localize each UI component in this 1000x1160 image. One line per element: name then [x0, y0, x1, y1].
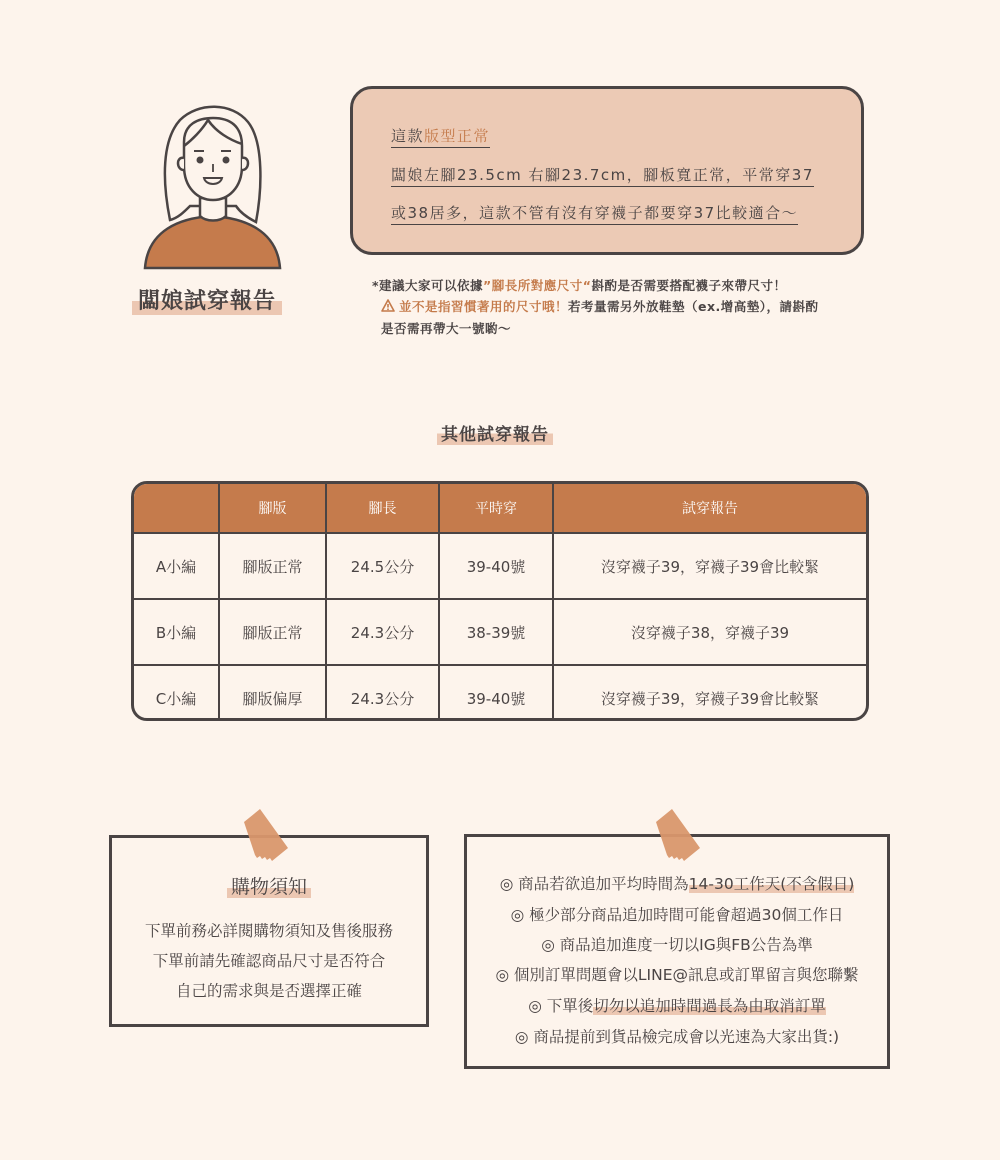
note-insole-text: 若考量需另外放鞋墊（ex.增高墊），請斟酌 — [568, 299, 819, 314]
speech-line-1 — [391, 125, 490, 148]
shipping-notice-line-5 — [467, 994, 887, 1016]
table-cell: 腳版偏厚 — [219, 665, 326, 721]
note-part-a: *建議大家可以依據 — [372, 278, 484, 293]
table-cell: 39-40號 — [439, 665, 553, 721]
table-cell: 沒穿襪子39，穿襪子39會比較緊 — [553, 665, 866, 721]
size-note-line-3: 是否需再帶大一號喲～ — [381, 321, 512, 336]
table-cell: 38-39號 — [439, 599, 553, 665]
shipping-notice-line-6: ◎ 商品提前到貨品檢完成會以光速為大家出貨:) — [514, 1028, 840, 1046]
table-cell: 24.3公分 — [326, 665, 439, 721]
table-cell: 腳版正常 — [219, 599, 326, 665]
speech-line-1-prefix: 這款 — [391, 127, 425, 145]
purchase-notice-line: 自己的需求與是否選擇正確 — [175, 982, 362, 1000]
other-reports-title: 其他試穿報告 — [437, 420, 553, 445]
tape-decoration-left — [242, 808, 290, 863]
header-usual-size: 平時穿 — [439, 484, 553, 533]
table-cell: C小編 — [134, 665, 219, 721]
purchase-notice-line: 下單前務必詳閱購物須知及售後服務 — [144, 922, 393, 940]
size-note-line-2 — [381, 297, 819, 315]
shipping-line-5-highlight: 切勿以追加時間過長為由取消訂單 — [593, 997, 826, 1015]
table-row — [134, 533, 866, 599]
note-warning-text: 並不是指習慣著用的尺寸哦！ — [399, 299, 569, 314]
boss-speech-bubble — [350, 86, 864, 255]
table-cell: 腳版正常 — [219, 533, 326, 599]
fit-report-table — [131, 481, 869, 721]
speech-line-3: 或38居多，這款不管有沒有穿襪子都要穿37比較適合～ — [391, 202, 798, 225]
boss-report-title: 闆娘試穿報告 — [132, 284, 282, 315]
size-note-line-1 — [372, 276, 787, 294]
shipping-notice-line-4: ◎ 個別訂單問題會以LINE@訊息或訂單留言與您聯繫 — [495, 966, 859, 984]
shipping-line-5-text: ◎ 下單後 — [528, 997, 594, 1015]
table-cell: 沒穿襪子38，穿襪子39 — [553, 599, 866, 665]
shipping-notice-line-3: ◎ 商品追加進度一切以IG與FB公告為準 — [541, 936, 813, 954]
header-foot-shape: 腳版 — [219, 484, 326, 533]
header-foot-length: 腳長 — [326, 484, 439, 533]
note-part-c: 斟酌是否需要搭配襪子來帶尺寸！ — [591, 278, 787, 293]
table-cell: 39-40號 — [439, 533, 553, 599]
table-cell: B小編 — [134, 599, 219, 665]
table-cell: 沒穿襪子39，穿襪子39會比較緊 — [553, 533, 866, 599]
purchase-notice-card — [109, 835, 429, 1027]
speech-line-1-highlight: 版型正常 — [424, 127, 491, 145]
purchase-notice-line: 下單前請先確認商品尺寸是否符合 — [152, 952, 386, 970]
tape-decoration-right — [654, 808, 702, 863]
note-part-b: ”腳長所對應尺寸“ — [483, 278, 592, 293]
speech-line-2: 闆娘左腳23.5cm 右腳23.7cm，腳板寬正常，平常穿37 — [391, 164, 814, 187]
purchase-notice-title: 購物須知 — [227, 876, 311, 898]
table-cell: 24.3公分 — [326, 599, 439, 665]
warning-triangle-icon — [381, 299, 395, 312]
table-row — [134, 599, 866, 665]
shipping-line-1-highlight: 14-30工作天(不含假日) — [688, 875, 855, 893]
purchase-notice-title-wrap — [112, 872, 426, 899]
table-header-row — [134, 484, 866, 533]
boss-avatar-illustration — [140, 100, 285, 270]
table-cell: A小編 — [134, 533, 219, 599]
shipping-notice-card — [464, 834, 890, 1069]
shipping-notice-line-2: ◎ 極少部分商品追加時間可能會超過30個工作日 — [510, 906, 844, 924]
shipping-notice-line-1 — [467, 872, 887, 894]
table-row — [134, 665, 866, 721]
header-fit-report: 試穿報告 — [553, 484, 866, 533]
table-cell: 24.5公分 — [326, 533, 439, 599]
header-empty — [134, 484, 219, 533]
shipping-line-1-text: ◎ 商品若欲追加平均時間為 — [499, 875, 689, 893]
